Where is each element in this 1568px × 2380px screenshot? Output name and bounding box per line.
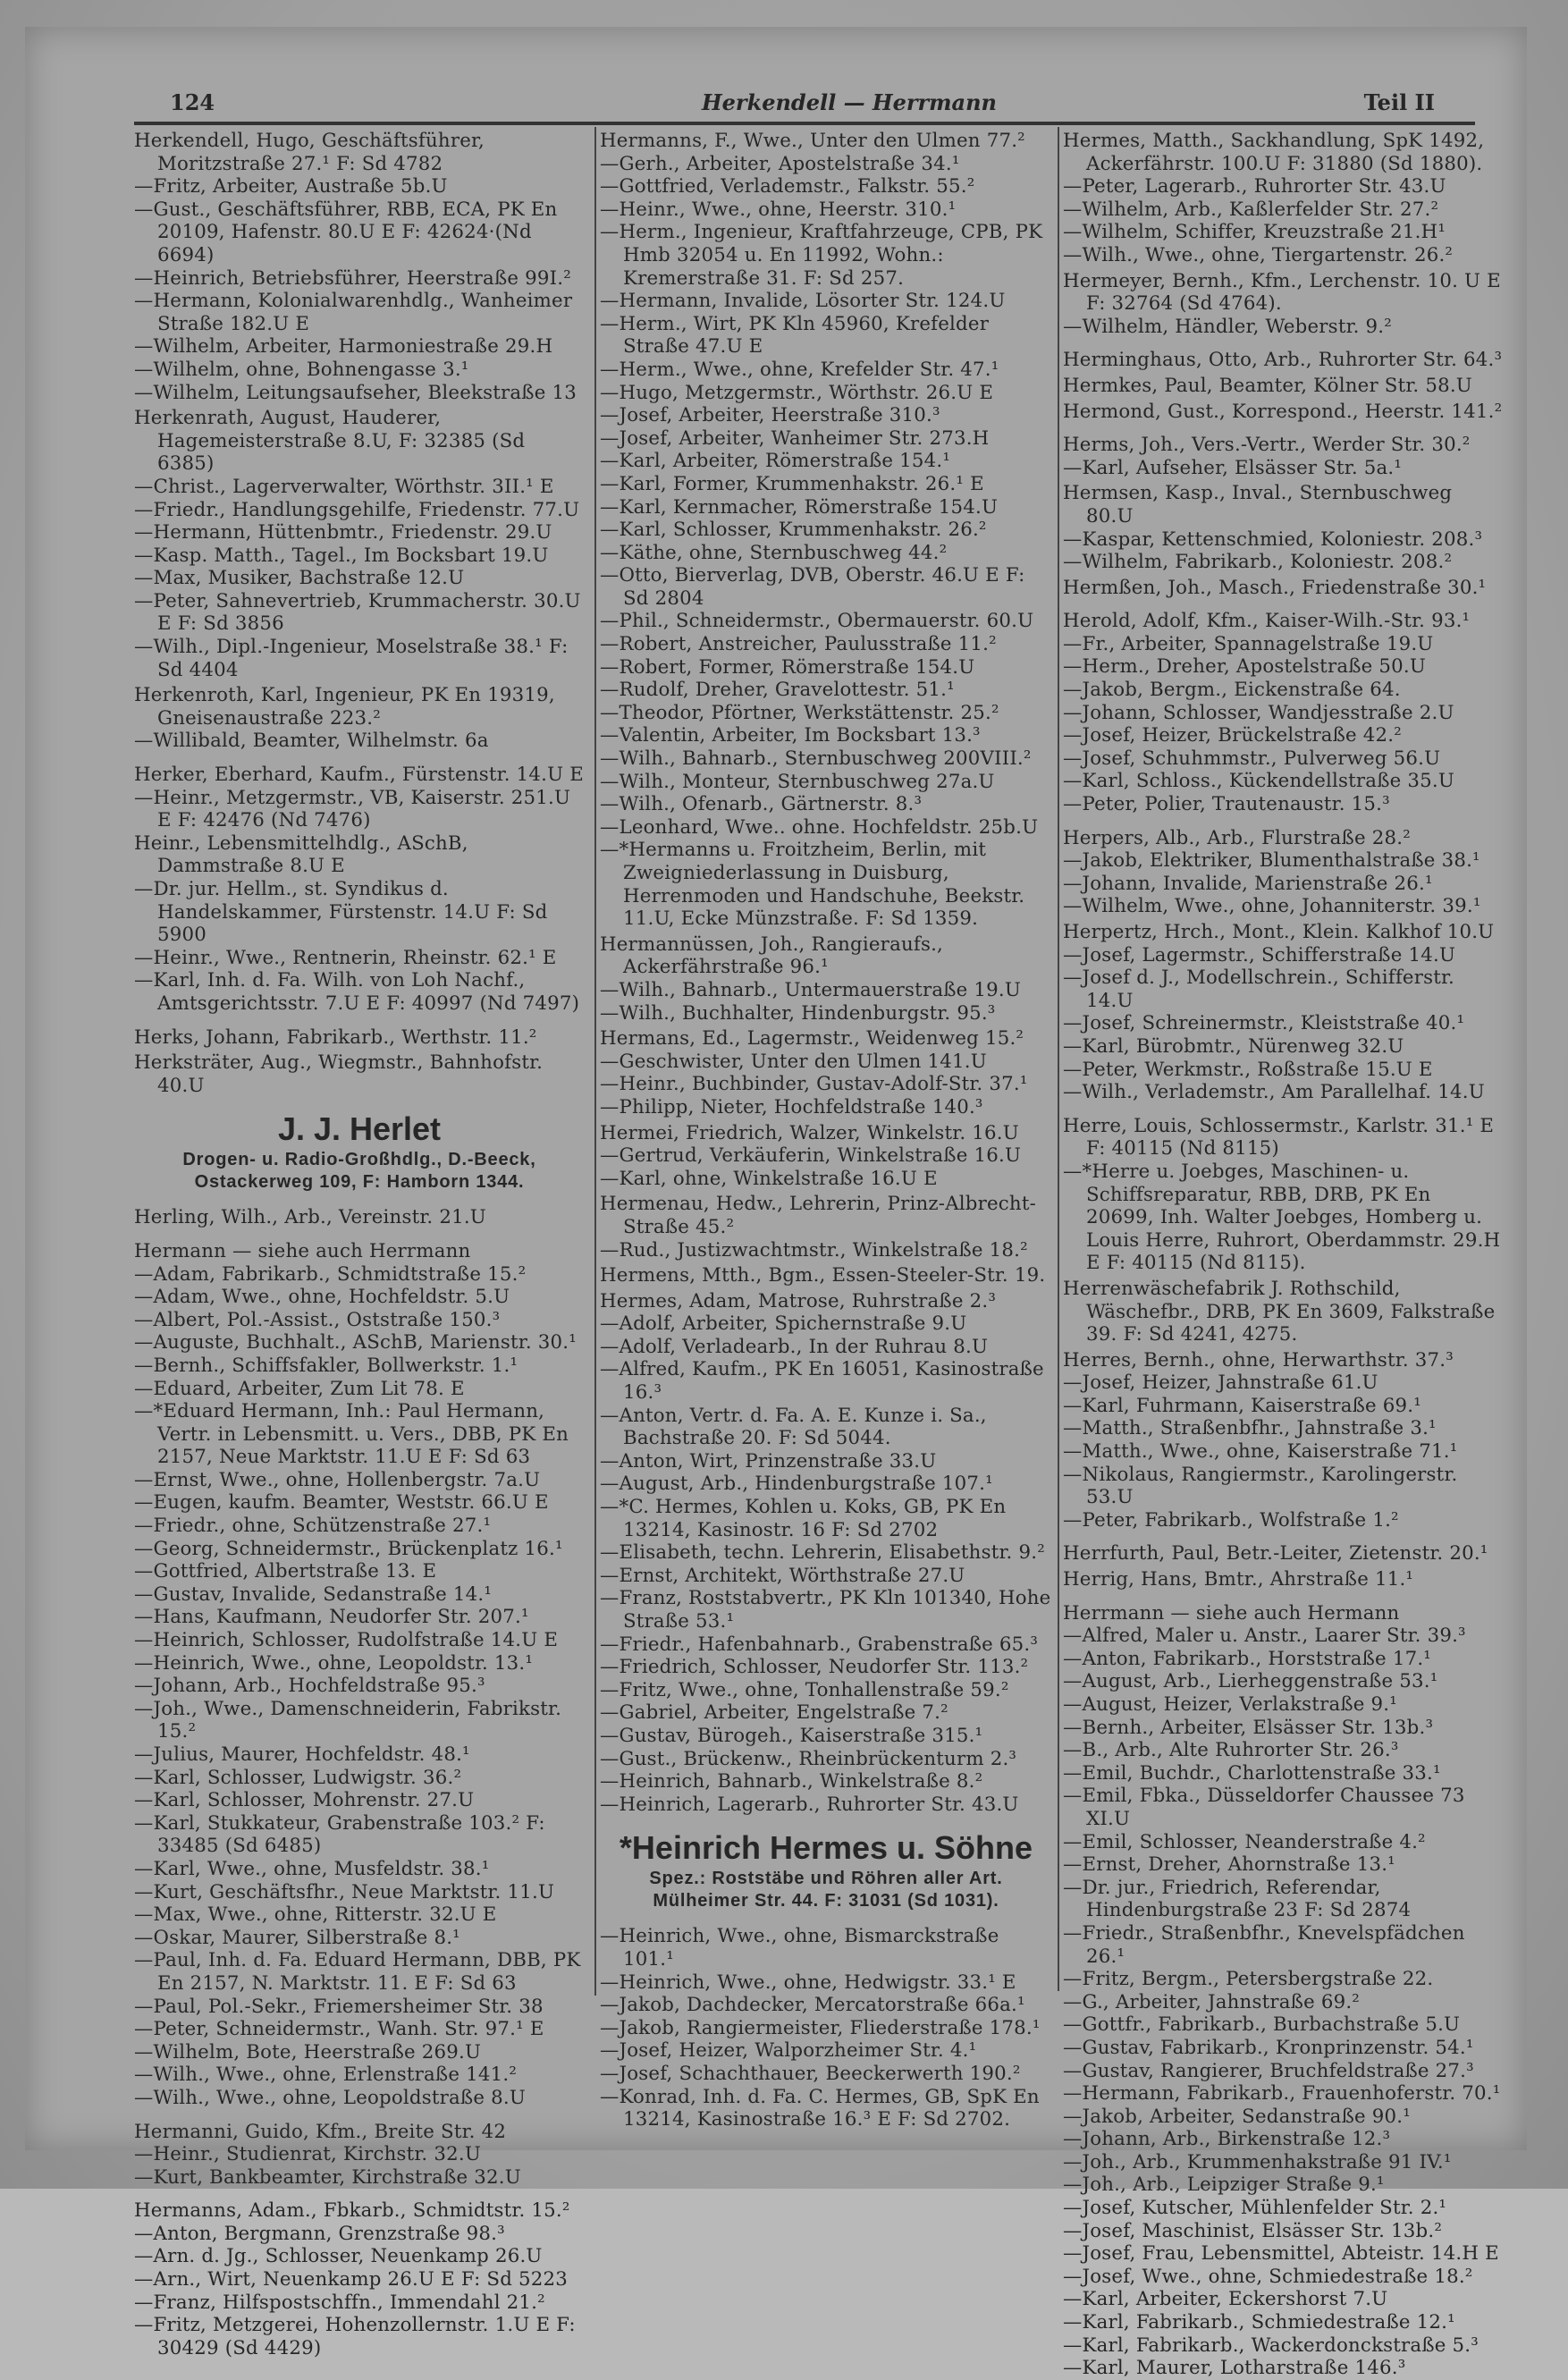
directory-subentry: —Karl, Schlosser, Krummenhakstr. 26.² <box>600 519 987 542</box>
directory-subentry: —Gabriel, Arbeiter, Engelstraße 7.² <box>600 1701 948 1725</box>
directory-subentry: —Johann, Invalide, Marienstraße 26.¹ <box>1063 872 1433 895</box>
directory-subentry: —Peter, Lagerarb., Ruhrorter Str. 43.U <box>1063 175 1446 198</box>
directory-subentry: —Karl, Stukkateur, Grabenstraße 103.² F: 33485 (Sd 6485) <box>134 1811 545 1858</box>
directory-subentry: —*C. Hermes, Kohlen u. Koks, GB, PK En 13214, Kasinostr. 16 F: Sd 2702 <box>600 1496 1007 1541</box>
advertisement-block <box>134 1110 585 1194</box>
directory-subentry: —Josef, Maschinist, Elsässer Str. 13b.² <box>1063 2219 1443 2242</box>
directory-subentry: —Matth., Wwe., ohne, Kaiserstraße 71.¹ <box>1063 1440 1458 1464</box>
directory-subentry: —Konrad, Inh. d. Fa. C. Hermes, GB, SpK En 13214, Kasinostraße 16.³ E F: Sd 2702. <box>600 2085 1040 2131</box>
directory-subentry: —Wilh., Wwe., ohne, Erlenstraße 141.² <box>134 2064 518 2087</box>
running-title: Herkendell — Herrmann <box>701 89 997 115</box>
directory-subentry: —Gust., Geschäftsführer, RBB, ECA, PK En 20109, Hafenstr. 80.U E F: 42624·(Nd 6694) <box>134 198 558 266</box>
directory-entry: Herkendell, Hugo, Geschäftsführer, Moritzstraße 27.¹ F: Sd 4782 <box>134 130 485 175</box>
directory-subentry: —Jakob, Arbeiter, Sedanstraße 90.¹ <box>1063 2105 1411 2128</box>
directory-subentry: —Wilh., Monteur, Sternbuschweg 27a.U <box>600 770 995 793</box>
directory-subentry: —Karl, Fuhrmann, Kaiserstraße 69.¹ <box>1063 1394 1421 1417</box>
directory-subentry: —Wilhelm, ohne, Bohnengasse 3.¹ <box>134 358 469 381</box>
directory-subentry: —Heinr., Metzgermstr., VB, Kaiserstr. 251.U E F: 42476 (Nd 7476) <box>134 786 571 832</box>
directory-subentry: —Heinrich, Wwe., ohne, Hedwigstr. 33.¹ E <box>600 1971 1016 1994</box>
directory-subentry: —Friedr., Hafenbahnarb., Grabenstraße 65.³ <box>600 1633 1039 1656</box>
directory-subentry: —Julius, Maurer, Hochfeldstr. 48.¹ <box>134 1743 470 1766</box>
directory-subentry: —Paul, Inh. d. Fa. Eduard Hermann, DBB, PK En 2157, N. Marktstr. 11. E F: Sd 63 <box>134 1949 581 1995</box>
directory-subentry: —Hermann, Invalide, Lösorter Str. 124.U <box>600 290 1006 313</box>
directory-subentry: —Gustav, Invalide, Sedanstraße 14.¹ <box>134 1582 493 1606</box>
directory-entry: Hermans, Ed., Lagermstr., Weidenweg 15.² <box>600 1027 1024 1051</box>
directory-entry: Hermes, Matth., Sackhandlung, SpK 1492, Ackerfährstr. 100.U F: 31880 (Sd 1880). <box>1063 130 1485 175</box>
directory-subentry: —Philipp, Nieter, Hochfeldstraße 140.³ <box>600 1095 983 1118</box>
directory-subentry: —Ernst, Wwe., ohne, Hollenbergstr. 7a.U <box>134 1468 541 1491</box>
directory-entry: Herrmann — siehe auch Hermann <box>1063 1601 1400 1625</box>
directory-subentry: —Karl, Schlosser, Ludwigstr. 36.² <box>134 1766 462 1789</box>
advertisement-block <box>600 1828 1052 1912</box>
directory-subentry: —Fritz, Bergm., Petersbergstraße 22. <box>1063 1968 1434 1991</box>
directory-entry: Herrig, Hans, Bmtr., Ahrstraße 11.¹ <box>1063 1568 1414 1591</box>
directory-subentry: —Wilhelm, Arb., Kaßlerfelder Str. 27.² <box>1063 198 1439 221</box>
directory-subentry: —August, Arb., Lierheggenstraße 53.¹ <box>1063 1670 1438 1693</box>
directory-subentry: —Wilhelm, Wwe., ohne, Johanniterstr. 39.¹ <box>1063 895 1481 918</box>
directory-subentry: —Kurt, Geschäftsfhr., Neue Marktstr. 11.U <box>134 1880 555 1903</box>
directory-subentry: —*Hermanns u. Froitzheim, Berlin, mit Zweigniederlassung in Duisburg, Herrenmoden und Handschuhe, Beekstr. 11.U, Ecke Münzstraße. F: Sd 1359. <box>600 839 1025 931</box>
directory-subentry: —Josef, Schachthauer, Beeckerwerth 190.² <box>600 2062 1021 2085</box>
directory-subentry: —Phil., Schneidermstr., Obermauerstr. 60.U <box>600 610 1034 633</box>
directory-subentry: —Josef, Arbeiter, Wanheimer Str. 273.H <box>600 426 990 450</box>
directory-entry: Herker, Eberhard, Kaufm., Fürstenstr. 14.U E <box>134 764 584 787</box>
directory-subentry: —Gottfried, Albertstraße 13. E <box>134 1560 437 1583</box>
directory-subentry: —Anton, Bergmann, Grenzstraße 98.³ <box>134 2222 505 2245</box>
advertisement-line: Spez.: Roststäbe und Röhren aller Art. <box>649 1869 1003 1889</box>
directory-subentry: —Herm., Dreher, Apostelstraße 50.U <box>1063 655 1427 679</box>
directory-subentry: —Ernst, Dreher, Ahornstraße 13.¹ <box>1063 1853 1395 1877</box>
directory-subentry: —Elisabeth, techn. Lehrerin, Elisabethstr. 9.² <box>600 1541 1045 1565</box>
directory-subentry: —Adam, Wwe., ohne, Hochfeldstr. 5.U <box>134 1286 510 1309</box>
directory-subentry: —Hugo, Metzgermstr., Wörthstr. 26.U E <box>600 381 994 404</box>
directory-subentry: —Josef, Heizer, Jahnstraße 61.U <box>1063 1371 1378 1395</box>
directory-subentry: —Hermann, Fabrikarb., Frauenhoferstr. 70.¹ <box>1063 2082 1501 2106</box>
directory-subentry: —Heinrich, Betriebsführer, Heerstraße 99I.² <box>134 266 571 290</box>
directory-entry: Hermanns, F., Wwe., Unter den Ulmen 77.² <box>600 130 1025 152</box>
directory-subentry: —Leonhard, Wwe.. ohne. Hochfeldstr. 25b.U <box>600 815 1039 839</box>
directory-subentry: —Eugen, kaufm. Beamter, Weststr. 66.U E <box>134 1491 549 1515</box>
column-middle <box>594 127 1052 2131</box>
directory-subentry: —Wilh., Bahnarb., Untermauerstraße 19.U <box>600 978 1022 1001</box>
directory-subentry: —Max, Wwe., ohne, Ritterstr. 32.U E <box>134 1903 497 1927</box>
directory-subentry: —Hermann, Hüttenbmtr., Friedenstr. 29.U <box>134 521 552 544</box>
directory-subentry: —Hans, Kaufmann, Neudorfer Str. 207.¹ <box>134 1606 529 1629</box>
directory-subentry: —Dr. jur., Friedrich, Referendar, Hindenburgstraße 23 F: Sd 2874 <box>1063 1876 1412 1922</box>
directory-subentry: —Josef, Schreinermstr., Kleiststraße 40.¹ <box>1063 1012 1465 1035</box>
directory-entry: Hermeyer, Bernh., Kfm., Lerchenstr. 10. U E F: 32764 (Sd 4764). <box>1063 269 1501 316</box>
directory-entry: Hermßen, Joh., Masch., Friedenstraße 30.¹ <box>1063 576 1487 599</box>
directory-entry: Herkenroth, Karl, Ingenieur, PK En 19319, Gneisenaustraße 223.² <box>134 684 555 730</box>
directory-subentry: —Geschwister, Unter den Ulmen 141.U <box>600 1050 987 1073</box>
directory-subentry: —Kaspar, Kettenschmied, Koloniestr. 208.³ <box>1063 527 1483 551</box>
directory-subentry: —Gottfr., Fabrikarb., Burbachstraße 5.U <box>1063 2013 1461 2037</box>
directory-subentry: —Max, Musiker, Bachstraße 12.U <box>134 567 465 590</box>
directory-subentry: —Wilh., Bahnarb., Sternbuschweg 200VIII.² <box>600 747 1032 771</box>
directory-subentry: —Karl, Inh. d. Fa. Wilh. von Loh Nachf., Amtsgerichtsstr. 7.U E F: 40997 (Nd 7497) <box>134 969 580 1015</box>
directory-subentry: —B., Arb., Alte Ruhrorter Str. 26.³ <box>1063 1739 1399 1762</box>
directory-subentry: —Gottfried, Verlademstr., Falkstr. 55.² <box>600 175 975 198</box>
directory-subentry: —Arn. d. Jg., Schlosser, Neuenkamp 26.U <box>134 2245 543 2268</box>
directory-subentry: —Robert, Anstreicher, Paulusstraße 11.² <box>600 633 997 656</box>
directory-subentry: —Wilh., Wwe., ohne, Tiergartenstr. 26.² <box>1063 243 1454 266</box>
directory-subentry: —Emil, Buchdr., Charlottenstraße 33.¹ <box>1063 1761 1441 1785</box>
directory-subentry: —Arn., Wirt, Neuenkamp 26.U E F: Sd 5223 <box>134 2268 569 2291</box>
directory-subentry: —Heinr., Studienrat, Kirchstr. 32.U <box>134 2143 481 2166</box>
directory-entry: Herpertz, Hrch., Mont., Klein. Kalkhof 10.U <box>1063 921 1495 943</box>
directory-subentry: —Jakob, Dachdecker, Mercatorstraße 66a.¹ <box>600 1994 1025 2017</box>
directory-subentry: —Johann, Schlosser, Wandjesstraße 2.U <box>1063 701 1454 724</box>
directory-subentry: —Herm., Wirt, PK Kln 45960, Krefelder Straße 47.U E <box>600 312 990 359</box>
directory-entry: Hermenau, Hedw., Lehrerin, Prinz-Albrecht-Straße 45.² <box>600 1193 1036 1238</box>
directory-subentry: —Johann, Arb., Hochfeldstraße 95.³ <box>134 1675 485 1698</box>
directory-entry: Herkenrath, August, Hauderer, Hagemeisterstraße 8.U, F: 32385 (Sd 6385) <box>134 407 526 476</box>
directory-entry: Herminghaus, Otto, Arb., Ruhrorter Str. 64.³ <box>1063 349 1503 372</box>
directory-subentry: —Karl, Schlosser, Mohrenstr. 27.U <box>134 1789 475 1812</box>
directory-subentry: —Heinrich, Bahnarb., Winkelstraße 8.² <box>600 1770 983 1793</box>
page-number: 124 <box>170 89 215 115</box>
directory-subentry: —Franz, Hilfspostschffn., Immendahl 21.² <box>134 2291 545 2314</box>
directory-subentry: —Käthe, ohne, Sternbuschweg 44.² <box>600 541 948 564</box>
directory-subentry: —Otto, Bierverlag, DVB, Oberstr. 46.U E F: Sd 2804 <box>600 564 1025 610</box>
directory-entry: Herms, Joh., Vers.-Vertr., Werder Str. 30.² <box>1063 434 1471 457</box>
directory-subentry: —Karl, Former, Krummenhakstr. 26.¹ E <box>600 472 984 495</box>
directory-subentry: —Josef, Frau, Lebensmittel, Abteistr. 14.H E <box>1063 2242 1499 2266</box>
directory-subentry: Heinr., Lebensmittelhdlg., ASchB, Dammstraße 8.U E <box>134 831 468 878</box>
directory-subentry: —Fritz, Metzgerei, Hohenzollernstr. 1.U E F: 30429 (Sd 4429) <box>134 2314 576 2359</box>
directory-subentry: —Wilhelm, Fabrikarb., Koloniestr. 208.² <box>1063 551 1453 574</box>
directory-subentry: —Robert, Former, Römerstraße 154.U <box>600 655 975 679</box>
directory-subentry: —Rud., Justizwachtmstr., Winkelstraße 18.² <box>600 1238 1028 1262</box>
directory-subentry: —Peter, Schneidermstr., Wanh. Str. 97.¹ E <box>134 2018 544 2041</box>
directory-subentry: —Jakob, Elektriker, Blumenthalstraße 38.¹ <box>1063 849 1480 873</box>
directory-subentry: —Wilh., Wwe., ohne, Leopoldstraße 8.U <box>134 2086 526 2109</box>
directory-subentry: —Herm., Wwe., ohne, Krefelder Str. 47.¹ <box>600 358 999 381</box>
part-label: Teil II <box>1363 89 1435 115</box>
directory-subentry: —Heinrich, Wwe., ohne, Leopoldstr. 13.¹ <box>134 1651 534 1675</box>
column-left <box>134 127 590 2359</box>
directory-entry: Hermei, Friedrich, Walzer, Winkelstr. 16.U <box>600 1121 1019 1144</box>
directory-subentry: —Peter, Sahnevertrieb, Krummacherstr. 30.U E F: Sd 3856 <box>134 589 581 636</box>
directory-subentry: —Alfred, Maler u. Anstr., Laarer Str. 39.³ <box>1063 1625 1466 1648</box>
directory-subentry: —Rudolf, Dreher, Gravelottestr. 51.¹ <box>600 679 955 702</box>
directory-subentry: —Willibald, Beamter, Wilhelmstr. 6a <box>134 730 489 753</box>
directory-entry: Herks, Johann, Fabrikarb., Werthstr. 11.² <box>134 1025 537 1049</box>
directory-subentry: —Bernh., Schiffsfakler, Bollwerkstr. 1.¹ <box>134 1354 518 1377</box>
directory-subentry: —Hermann, Kolonialwarenhdlg., Wanheimer Straße 182.U E <box>134 290 573 335</box>
directory-subentry: —Karl, Arbeiter, Römerstraße 154.¹ <box>600 450 951 473</box>
directory-subentry: —Josef, Schuhmmstr., Pulverweg 56.U <box>1063 747 1441 770</box>
column-right <box>1058 127 1505 2380</box>
advertisement-name: J. J. Herlet <box>277 1110 442 1148</box>
directory-entry: Herrenwäschefabrik J. Rothschild, Wäschefbr., DRB, PK En 3609, Falkstraße 39. F: Sd 4241, 4275. <box>1063 1277 1496 1346</box>
directory-subentry: —Wilhelm, Bote, Heerstraße 269.U <box>134 2040 482 2064</box>
directory-subentry: —Jakob, Bergm., Eickenstraße 64. <box>1063 679 1401 702</box>
directory-subentry: —Oskar, Maurer, Silberstraße 8.¹ <box>134 1926 460 1949</box>
directory-entry: Hermkes, Paul, Beamter, Kölner Str. 58.U <box>1063 374 1472 397</box>
directory-subentry: —Karl, ohne, Winkelstraße 16.U E <box>600 1167 938 1190</box>
directory-subentry: —Peter, Werkmstr., Roßstraße 15.U E <box>1063 1058 1433 1081</box>
directory-subentry: —August, Arb., Hindenburgstraße 107.¹ <box>600 1473 993 1496</box>
directory-subentry: —Ernst, Architekt, Wörthstraße 27.U <box>600 1564 965 1587</box>
directory-subentry: —Wilhelm, Schiffer, Kreuzstraße 21.H¹ <box>1063 221 1446 244</box>
directory-subentry: —Anton, Fabrikarb., Horststraße 17.¹ <box>1063 1647 1432 1670</box>
directory-subentry: —Heinrich, Lagerarb., Ruhrorter Str. 43.U <box>600 1793 1019 1816</box>
directory-subentry: —Joh., Arb., Leipziger Straße 9.¹ <box>1063 2173 1385 2197</box>
directory-entry: Hermens, Mtth., Bgm., Essen-Steeler-Str. 19. <box>600 1264 1046 1287</box>
directory-subentry: —Friedr., Handlungsgehilfe, Friedenstr. 77.U <box>134 498 580 521</box>
directory-subentry: —Karl, Schloss., Kückendellstraße 35.U <box>1063 770 1455 793</box>
directory-subentry: —Karl, Wwe., ohne, Musfeldstr. 38.¹ <box>134 1857 490 1880</box>
directory-entry: Herksträter, Aug., Wiegmstr., Bahnhofstr. 40.U <box>134 1051 544 1097</box>
directory-subentry: —Emil, Schlosser, Neanderstraße 4.² <box>1063 1830 1426 1853</box>
directory-subentry: —Josef, Arbeiter, Heerstraße 310.³ <box>600 404 940 427</box>
directory-subentry: —Paul, Pol.-Sekr., Friemersheimer Str. 38 <box>134 1995 544 2018</box>
directory-subentry: —Karl, Aufseher, Elsässer Str. 5a.¹ <box>1063 456 1403 479</box>
directory-subentry: —Friedr., ohne, Schützenstraße 27.¹ <box>134 1515 492 1538</box>
directory-entry: Herling, Wilh., Arb., Vereinstr. 21.U <box>134 1206 486 1229</box>
directory-subentry: —Emil, Fbka., Düsseldorfer Chaussee 73 XI.U <box>1063 1785 1465 1830</box>
directory-subentry: —Anton, Wirt, Prinzenstraße 33.U <box>600 1449 937 1473</box>
directory-subentry: —Gustav, Rangierer, Bruchfeldstraße 27.³ <box>1063 2059 1474 2082</box>
directory-entry: Hermanni, Guido, Kfm., Breite Str. 42 <box>134 2120 507 2143</box>
directory-subentry: —Gust., Brückenw., Rheinbrückenturm 2.³ <box>600 1747 1017 1770</box>
page-header <box>134 89 1475 125</box>
directory-subentry: —Albert, Pol.-Assist., Oststraße 150.³ <box>134 1308 501 1331</box>
directory-subentry: —Adam, Fabrikarb., Schmidtstraße 15.² <box>134 1262 527 1286</box>
directory-subentry: —Jakob, Rangiermeister, Fliederstraße 178.¹ <box>600 2016 1041 2039</box>
directory-subentry: —Kurt, Bankbeamter, Kirchstraße 32.U <box>134 2165 521 2189</box>
directory-subentry: —Wilh., Buchhalter, Hindenburgstr. 95.³ <box>600 1001 996 1025</box>
directory-subentry: —Wilh., Ofenarb., Gärtnerstr. 8.³ <box>600 793 923 816</box>
directory-subentry: —Matth., Straßenbfhr., Jahnstraße 3.¹ <box>1063 1417 1437 1440</box>
directory-subentry: —Eduard, Arbeiter, Zum Lit 78. E <box>134 1377 465 1400</box>
directory-subentry: —Josef, Heizer, Walporzheimer Str. 4.¹ <box>600 2039 977 2063</box>
directory-entry: Herre, Louis, Schlossermstr., Karlstr. 31.¹ E F: 40115 (Nd 8115) <box>1063 1114 1495 1160</box>
directory-subentry: —Heinrich, Schlosser, Rudolfstraße 14.U E <box>134 1629 559 1652</box>
directory-subentry: —Karl, Fabrikarb., Schmiedestraße 12.¹ <box>1063 2311 1455 2334</box>
directory-subentry: —Anton, Vertr. d. Fa. A. E. Kunze i. Sa., Bachstraße 20. F: Sd 5044. <box>600 1404 987 1450</box>
directory-subentry: —Josef d. J., Modellschrein., Schifferstr. 14.U <box>1063 966 1454 1012</box>
directory-subentry: —Friedrich, Schlosser, Neudorfer Str. 113.² <box>600 1656 1029 1679</box>
directory-subentry: —Alfred, Kaufm., PK En 16051, Kasinostraße 16.³ <box>600 1358 1044 1405</box>
directory-subentry: —Herm., Ingenieur, Kraftfahrzeuge, CPB, PK Hmb 32054 u. En 11992, Wohn.: Kremerstraße 31. F: Sd 257. <box>600 221 1043 290</box>
directory-subentry: —Dr. jur. Hellm., st. Syndikus d. Handelskammer, Fürstenstr. 14.U F: Sd 5900 <box>134 878 548 947</box>
directory-subentry: —Kasp. Matth., Tagel., Im Bocksbart 19.U <box>134 544 549 567</box>
directory-subentry: —Heinr., Wwe., ohne, Heerstr. 310.¹ <box>600 198 957 221</box>
directory-subentry: —Heinrich, Wwe., ohne, Bismarckstraße 101.¹ <box>600 1925 999 1971</box>
directory-subentry: —Christ., Lagerverwalter, Wörthstr. 3II.¹ E <box>134 475 554 498</box>
directory-subentry: —Josef, Lagermstr., Schifferstraße 14.U <box>1063 943 1456 966</box>
directory-entry: Hermannüssen, Joh., Rangieraufs., Ackerfährstraße 96.¹ <box>600 933 944 979</box>
directory-entry: Hermond, Gust., Korrespond., Heerstr. 141.² <box>1063 400 1503 423</box>
directory-subentry: —Wilhelm, Arbeiter, Harmoniestraße 29.H <box>134 335 553 359</box>
directory-subentry: —Joh., Arb., Krummenhakstraße 91 IV.¹ <box>1063 2150 1452 2173</box>
directory-subentry: —Karl, Kernmacher, Römerstraße 154.U <box>600 495 999 519</box>
directory-subentry: —Adolf, Verladearb., In der Ruhrau 8.U <box>600 1335 989 1358</box>
directory-subentry: —Karl, Maurer, Lotharstraße 146.³ <box>1063 2357 1406 2380</box>
directory-subentry: —Wilh., Verlademstr., Am Parallelhaf. 14.U <box>1063 1081 1485 1104</box>
directory-subentry: —Fr., Arbeiter, Spannagelstraße 19.U <box>1063 632 1434 655</box>
directory-subentry: —Karl, Fabrikarb., Wackerdonckstraße 5.³ <box>1063 2334 1479 2357</box>
directory-subentry: —Peter, Fabrikarb., Wolfstraße 1.² <box>1063 1508 1399 1532</box>
directory-subentry: —Wilhelm, Händler, Weberstr. 9.² <box>1063 315 1393 338</box>
directory-subentry: —*Eduard Hermann, Inh.: Paul Hermann, Vertr. in Lebensmitt. u. Vers., DBB, PK En 2157, Neue Marktstr. 11.U E F: Sd 63 <box>134 1400 569 1469</box>
directory-subentry: —Josef, Wwe., ohne, Schmiedestraße 18.² <box>1063 2265 1473 2288</box>
directory-subentry: —Bernh., Arbeiter, Elsässer Str. 13b.³ <box>1063 1716 1434 1739</box>
directory-subentry: —Johann, Arb., Birkenstraße 12.³ <box>1063 2128 1391 2151</box>
directory-subentry: —Josef, Kutscher, Mühlenfelder Str. 2.¹ <box>1063 2197 1447 2220</box>
directory-entry: Herold, Adolf, Kfm., Kaiser-Wilh.-Str. 93.¹ <box>1063 610 1471 633</box>
directory-subentry: —Karl, Arbeiter, Eckershorst 7.U <box>1063 2288 1388 2311</box>
directory-subentry: —Friedr., Straßenbfhr., Knevelspfädchen 26.¹ <box>1063 1921 1465 1968</box>
directory-subentry: —Peter, Polier, Trautenaustr. 15.³ <box>1063 793 1390 816</box>
directory-entry: Herrfurth, Paul, Betr.-Leiter, Zietenstr. 20.¹ <box>1063 1542 1488 1566</box>
directory-subentry: —Gustav, Bürogeh., Kaiserstraße 315.¹ <box>600 1724 983 1747</box>
directory-subentry: —Gertrud, Verkäuferin, Winkelstraße 16.U <box>600 1144 1022 1168</box>
directory-subentry: —Franz, Roststabvertr., PK Kln 101340, Hohe Straße 53.¹ <box>600 1587 1051 1633</box>
directory-subentry: —Josef, Heizer, Brückelstraße 42.² <box>1063 724 1403 747</box>
advertisement-line: Ostackerweg 109, F: Hamborn 1344. <box>194 1172 525 1193</box>
directory-subentry: —Gustav, Fabrikarb., Kronprinzenstr. 54.¹ <box>1063 2036 1474 2059</box>
directory-subentry: —G., Arbeiter, Jahnstraße 69.² <box>1063 1990 1361 2013</box>
directory-subentry: —Georg, Schneidermstr., Brückenplatz 16.¹ <box>134 1537 563 1560</box>
directory-subentry: —Heinr., Buchbinder, Gustav-Adolf-Str. 37.¹ <box>600 1073 1028 1096</box>
directory-entry: Hermanns, Adam., Fbkarb., Schmidtstr. 15.² <box>134 2199 570 2223</box>
directory-subentry: —Heinr., Wwe., Rentnerin, Rheinstr. 62.¹ E <box>134 946 557 969</box>
directory-entry: Hermann — siehe auch Herrmann <box>134 1239 471 1262</box>
advertisement-line: Mülheimer Str. 44. F: 31031 (Sd 1031). <box>653 1891 999 1912</box>
directory-subentry: —Karl, Bürobmtr., Nürenweg 32.U <box>1063 1034 1404 1058</box>
directory-subentry: —Joh., Wwe., Damenschneiderin, Fabrikstr. 15.² <box>134 1697 562 1743</box>
directory-subentry: —Wilhelm, Leitungsaufseher, Bleekstraße 13 <box>134 381 577 404</box>
directory-subentry: —Wilh., Dipl.-Ingenieur, Moselstraße 38.¹ F: Sd 4404 <box>134 636 569 681</box>
directory-entry: Hermes, Adam, Matrose, Ruhrstraße 2.³ <box>600 1289 997 1312</box>
directory-subentry: —*Herre u. Joebges, Maschinen- u. Schiffsreparatur, RBB, DRB, PK En 20699, Inh. Walter Joebges, Homberg u. Louis Herre, Ruhrort, Oberdammstr. 29.H E F: 40115 (Nd 8115). <box>1063 1160 1501 1275</box>
directory-entry: Herpers, Alb., Arb., Flurstraße 28.² <box>1063 826 1411 849</box>
directory-entry: Hermsen, Kasp., Inval., Sternbuschweg 80.U <box>1063 482 1453 527</box>
directory-subentry: —Fritz, Arbeiter, Austraße 5b.U <box>134 175 448 198</box>
directory-subentry: —Auguste, Buchhalt., ASchB, Marienstr. 30.¹ <box>134 1331 577 1355</box>
directory-subentry: —Theodor, Pförtner, Werkstättenstr. 25.² <box>600 701 999 724</box>
advertisement-line: Drogen- u. Radio-Großhdlg., D.-Beeck, <box>182 1150 536 1170</box>
directory-subentry: —August, Heizer, Verlakstraße 9.¹ <box>1063 1693 1398 1716</box>
directory-subentry: —Adolf, Arbeiter, Spichernstraße 9.U <box>600 1312 967 1336</box>
directory-entry: Herres, Bernh., ohne, Herwarthstr. 37.³ <box>1063 1348 1454 1371</box>
directory-subentry: —Nikolaus, Rangiermstr., Karolingerstr. 53.U <box>1063 1463 1458 1509</box>
advertisement-name: *Heinrich Hermes u. Söhne <box>619 1829 1033 1867</box>
directory-subentry: —Valentin, Arbeiter, Im Bocksbart 13.³ <box>600 724 981 747</box>
directory-subentry: —Gerh., Arbeiter, Apostelstraße 34.¹ <box>600 152 960 175</box>
directory-subentry: —Fritz, Wwe., ohne, Tonhallenstraße 59.² <box>600 1678 1009 1701</box>
